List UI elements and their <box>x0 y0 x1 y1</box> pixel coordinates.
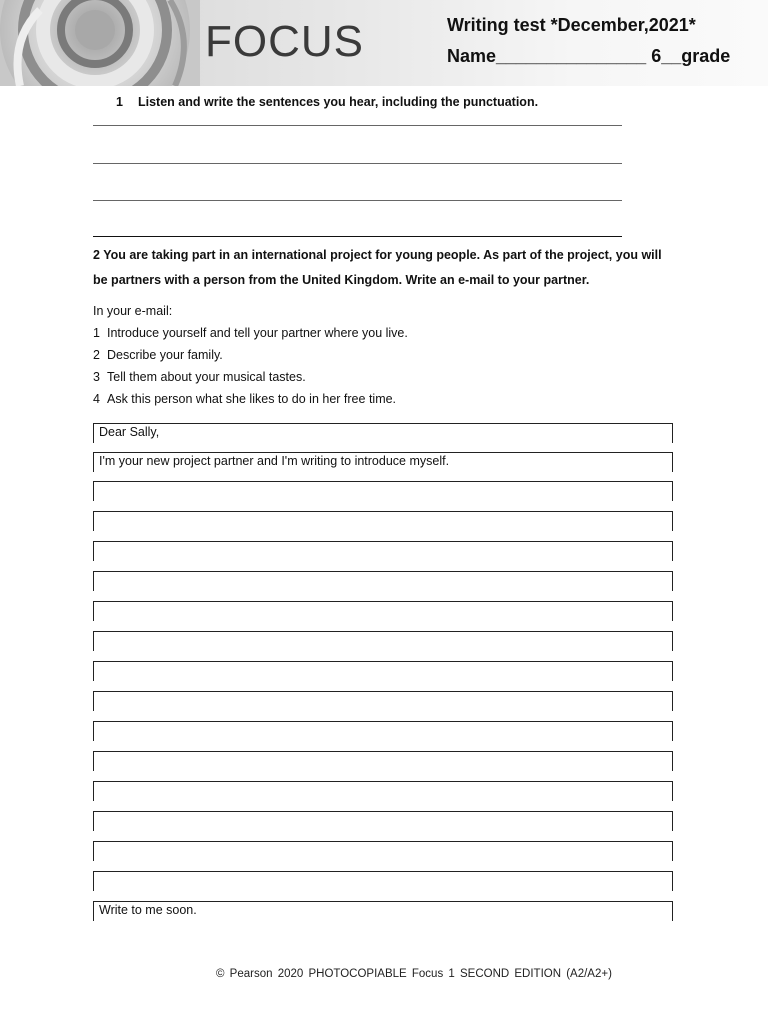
email-requirements <box>93 300 408 410</box>
email-writing-line[interactable] <box>93 631 673 651</box>
email-first-line-box: I'm your new project partner and I'm writing to introduce myself. <box>93 452 673 472</box>
email-writing-line[interactable] <box>93 481 673 501</box>
test-title: Writing test *December,2021* <box>447 15 696 35</box>
name-grade-line: Name_______________ 6__grade <box>447 46 731 66</box>
requirement-item: 2 Describe your family. <box>93 348 223 362</box>
email-writing-line[interactable] <box>93 511 673 531</box>
page-header <box>0 0 768 86</box>
task1-instruction <box>116 95 538 109</box>
answer-line-4[interactable] <box>93 236 622 237</box>
brand-logo-text: FOCUS <box>205 17 364 66</box>
requirement-item: 4 Ask this person what she likes to do in her free time. <box>93 392 397 406</box>
answer-line-1[interactable] <box>93 125 622 126</box>
email-writing-line[interactable] <box>93 751 673 771</box>
email-writing-line[interactable] <box>93 571 673 591</box>
answer-line-3[interactable] <box>93 200 622 201</box>
email-writing-line[interactable] <box>93 661 673 681</box>
email-writing-line[interactable] <box>93 841 673 861</box>
requirements-intro: In your e-mail: <box>93 304 173 318</box>
email-writing-line[interactable] <box>93 721 673 741</box>
email-writing-line[interactable] <box>93 541 673 561</box>
email-closing-box: Write to me soon. <box>93 901 673 921</box>
task1-number: 1 <box>116 95 123 109</box>
focus-logo-icon <box>0 0 200 86</box>
email-greeting-box: Dear Sally, <box>93 423 673 443</box>
email-writing-line[interactable] <box>93 871 673 891</box>
task2-instruction: 2 You are taking part in an international project for young people. As part of the project, you will be partners with a person from the United Kingdom. Write an e-mail to your partner. <box>93 248 662 287</box>
task1-text: Listen and write the sentences you hear, including the punctuation. <box>138 95 539 109</box>
answer-line-2[interactable] <box>93 163 622 164</box>
email-writing-line[interactable] <box>93 781 673 801</box>
requirement-item: 3 Tell them about your musical tastes. <box>93 370 306 384</box>
copyright-footer: © Pearson 2020 PHOTOCOPIABLE Focus 1 SECOND EDITION (A2/A2+) <box>216 968 612 980</box>
email-writing-line[interactable] <box>93 811 673 831</box>
email-writing-line[interactable] <box>93 691 673 711</box>
requirement-item: 1 Introduce yourself and tell your partner where you live. <box>93 326 408 340</box>
email-writing-line[interactable] <box>93 601 673 621</box>
